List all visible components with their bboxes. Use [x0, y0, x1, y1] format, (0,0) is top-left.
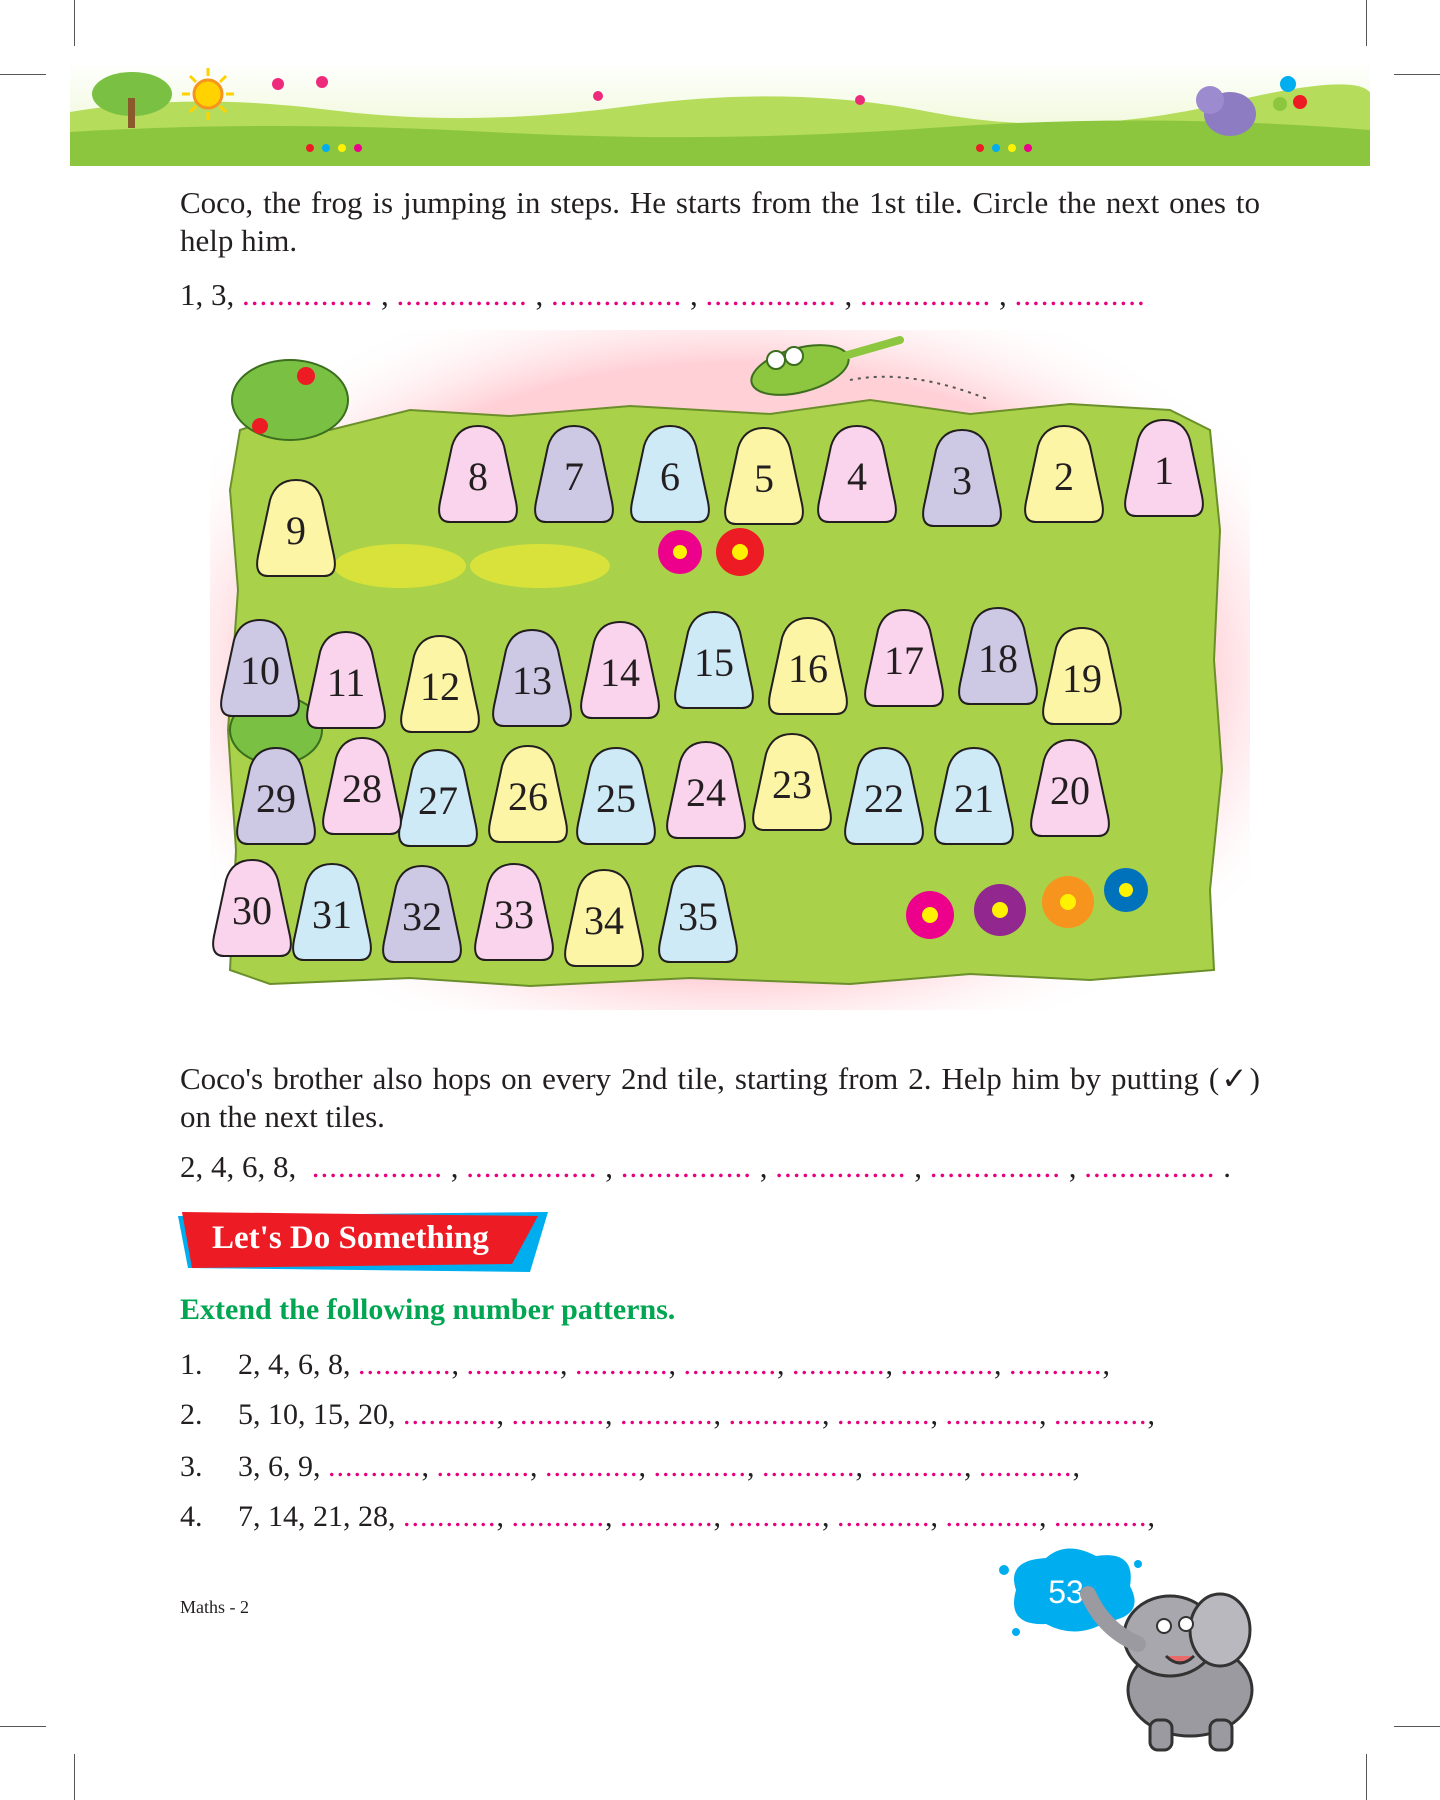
pattern-number: 3.	[180, 1450, 203, 1483]
answer-blank[interactable]: ...............	[396, 277, 528, 312]
answer-blank[interactable]: ...........	[575, 1348, 669, 1381]
sequence-start: 2, 4, 6, 8,	[180, 1149, 297, 1184]
answer-blank[interactable]: ...........	[870, 1450, 964, 1483]
tile-label: 31	[312, 892, 352, 937]
answer-blank[interactable]: ...............	[775, 1149, 907, 1184]
answer-blank[interactable]: ...........	[762, 1450, 856, 1483]
tile-label: 11	[326, 660, 366, 705]
tile-label: 17	[884, 638, 924, 683]
crop-mark	[74, 0, 75, 46]
number-tile-board	[210, 330, 1250, 1010]
tile-label: 21	[954, 776, 994, 821]
tile-label: 20	[1050, 768, 1090, 813]
answer-blank[interactable]: ...........	[653, 1450, 747, 1483]
pattern-start: 5, 10, 15, 20,	[238, 1398, 396, 1431]
answer-blank[interactable]: ...........	[436, 1450, 530, 1483]
crop-mark	[0, 74, 46, 75]
answer-blank[interactable]: ...........	[945, 1500, 1039, 1533]
answer-blank[interactable]: ...........	[837, 1500, 931, 1533]
tile-label: 3	[952, 458, 972, 503]
pattern-start: 2, 4, 6, 8,	[238, 1348, 351, 1381]
pattern-number: 2.	[180, 1398, 203, 1431]
crop-mark	[1394, 74, 1440, 75]
tile-label: 27	[418, 778, 458, 823]
pattern-row-1: 1. 2, 4, 6, 8, ..........., ..........., ..........., ..........., ..........., ..........., ...........,	[180, 1346, 1110, 1384]
pattern-start: 3, 6, 9,	[238, 1450, 321, 1483]
tile-label: 23	[772, 762, 812, 807]
tile-label: 33	[494, 892, 534, 937]
pattern-row-2: 2. 5, 10, 15, 20, ..........., ..........., ..........., ..........., ..........., ..........., ...........,	[180, 1396, 1155, 1434]
tile-label: 35	[678, 894, 718, 939]
answer-blank[interactable]: ...........	[728, 1500, 822, 1533]
tile-label: 19	[1062, 656, 1102, 701]
tile-label: 6	[660, 454, 680, 499]
tile-label: 2	[1054, 454, 1074, 499]
tile-label: 8	[468, 454, 488, 499]
answer-blank[interactable]: ...........	[1009, 1348, 1103, 1381]
answer-blank[interactable]: ...........	[792, 1348, 886, 1381]
page-number: 53	[1048, 1574, 1084, 1610]
frog-sequence-line: 1, 3, ............... , ............... , ............... , ............... , ............... , ...............	[180, 277, 1146, 312]
answer-blank[interactable]: ...........	[511, 1398, 605, 1431]
tile-label: 10	[240, 648, 280, 693]
crop-mark	[1394, 1726, 1440, 1727]
tile-label: 28	[342, 766, 382, 811]
answer-blank[interactable]: ...............	[1084, 1149, 1216, 1184]
book-title: Maths - 2	[180, 1597, 249, 1617]
tile-label: 4	[847, 454, 867, 499]
answer-blank[interactable]: ...........	[900, 1348, 994, 1381]
tile-label: 7	[564, 454, 584, 499]
answer-blank[interactable]: ...........	[403, 1500, 497, 1533]
answer-blank[interactable]: ...............	[1014, 277, 1146, 312]
answer-blank[interactable]: ...........	[945, 1398, 1039, 1431]
answer-blank[interactable]: ...........	[837, 1398, 931, 1431]
pattern-number: 4.	[180, 1500, 203, 1533]
tile-label: 1	[1154, 448, 1174, 493]
crop-mark	[74, 1754, 75, 1800]
tile-label: 30	[232, 888, 272, 933]
tile-label: 9	[286, 508, 306, 553]
frog-instruction: Coco, the frog is jumping in steps. He starts from the 1st tile. Circle the next ones to help him.	[180, 185, 1260, 258]
answer-blank[interactable]: ...........	[1054, 1500, 1148, 1533]
tile-label: 13	[512, 658, 552, 703]
answer-blank[interactable]: ...........	[403, 1398, 497, 1431]
pattern-row-3: 3. 3, 6, 9, ..........., ..........., ..........., ..........., ..........., ..........., ...........,	[180, 1448, 1080, 1486]
crop-mark	[1366, 1754, 1367, 1800]
elephant-icon	[1080, 1560, 1280, 1760]
brother-instruction: Coco's brother also hops on every 2nd tile, starting from 2. Help him by putting (✓) on the next tiles.	[180, 1061, 1260, 1134]
answer-blank[interactable]: ...............	[620, 1149, 752, 1184]
answer-blank[interactable]: ...........	[979, 1450, 1073, 1483]
answer-blank[interactable]: ...............	[929, 1149, 1061, 1184]
answer-blank[interactable]: ...........	[683, 1348, 777, 1381]
tile-label: 18	[978, 636, 1018, 681]
answer-blank[interactable]: ...........	[1054, 1398, 1148, 1431]
pattern-start: 7, 14, 21, 28,	[238, 1500, 396, 1533]
tile-label: 5	[754, 456, 774, 501]
answer-blank[interactable]: ...............	[311, 1149, 443, 1184]
tile-label: 25	[596, 776, 636, 821]
crop-mark	[1366, 0, 1367, 46]
answer-blank[interactable]: ...............	[860, 277, 992, 312]
tile-label: 15	[694, 640, 734, 685]
tile-label: 24	[686, 770, 726, 815]
pattern-number: 1.	[180, 1348, 203, 1381]
answer-blank[interactable]: ...........	[328, 1450, 422, 1483]
tile-label: 22	[864, 776, 904, 821]
tile-label: 12	[420, 664, 460, 709]
header-banner-illustration	[70, 62, 1370, 166]
tile-label: 14	[600, 650, 640, 695]
brother-sequence-line: 2, 4, 6, 8, ............... , ............... , ............... , ............... , ............... , ............... .	[180, 1149, 1231, 1184]
answer-blank[interactable]: ...........	[620, 1398, 714, 1431]
answer-blank[interactable]: ...........	[620, 1500, 714, 1533]
tile-label: 34	[584, 898, 624, 943]
crop-mark	[0, 1726, 46, 1727]
answer-blank[interactable]: ...............	[466, 1149, 598, 1184]
tile-label: 26	[508, 774, 548, 819]
answer-blank[interactable]: ...........	[545, 1450, 639, 1483]
answer-blank[interactable]: ...............	[242, 277, 374, 312]
answer-blank[interactable]: ...........	[358, 1348, 452, 1381]
answer-blank[interactable]: ...............	[705, 277, 837, 312]
answer-blank[interactable]: ...............	[551, 277, 683, 312]
answer-blank[interactable]: ...........	[728, 1398, 822, 1431]
tile-label: 29	[256, 776, 296, 821]
pattern-row-4: 4. 7, 14, 21, 28, ..........., ..........., ..........., ..........., ..........., ..........., ...........,	[180, 1498, 1155, 1536]
tile-label: 16	[788, 646, 828, 691]
sequence-start: 1, 3,	[180, 277, 235, 312]
exercise-heading: Extend the following number patterns.	[180, 1293, 676, 1326]
answer-blank[interactable]: ...........	[511, 1500, 605, 1533]
tile-label: 32	[402, 894, 442, 939]
section-title: Let's Do Something	[212, 1220, 489, 1256]
answer-blank[interactable]: ...........	[466, 1348, 560, 1381]
